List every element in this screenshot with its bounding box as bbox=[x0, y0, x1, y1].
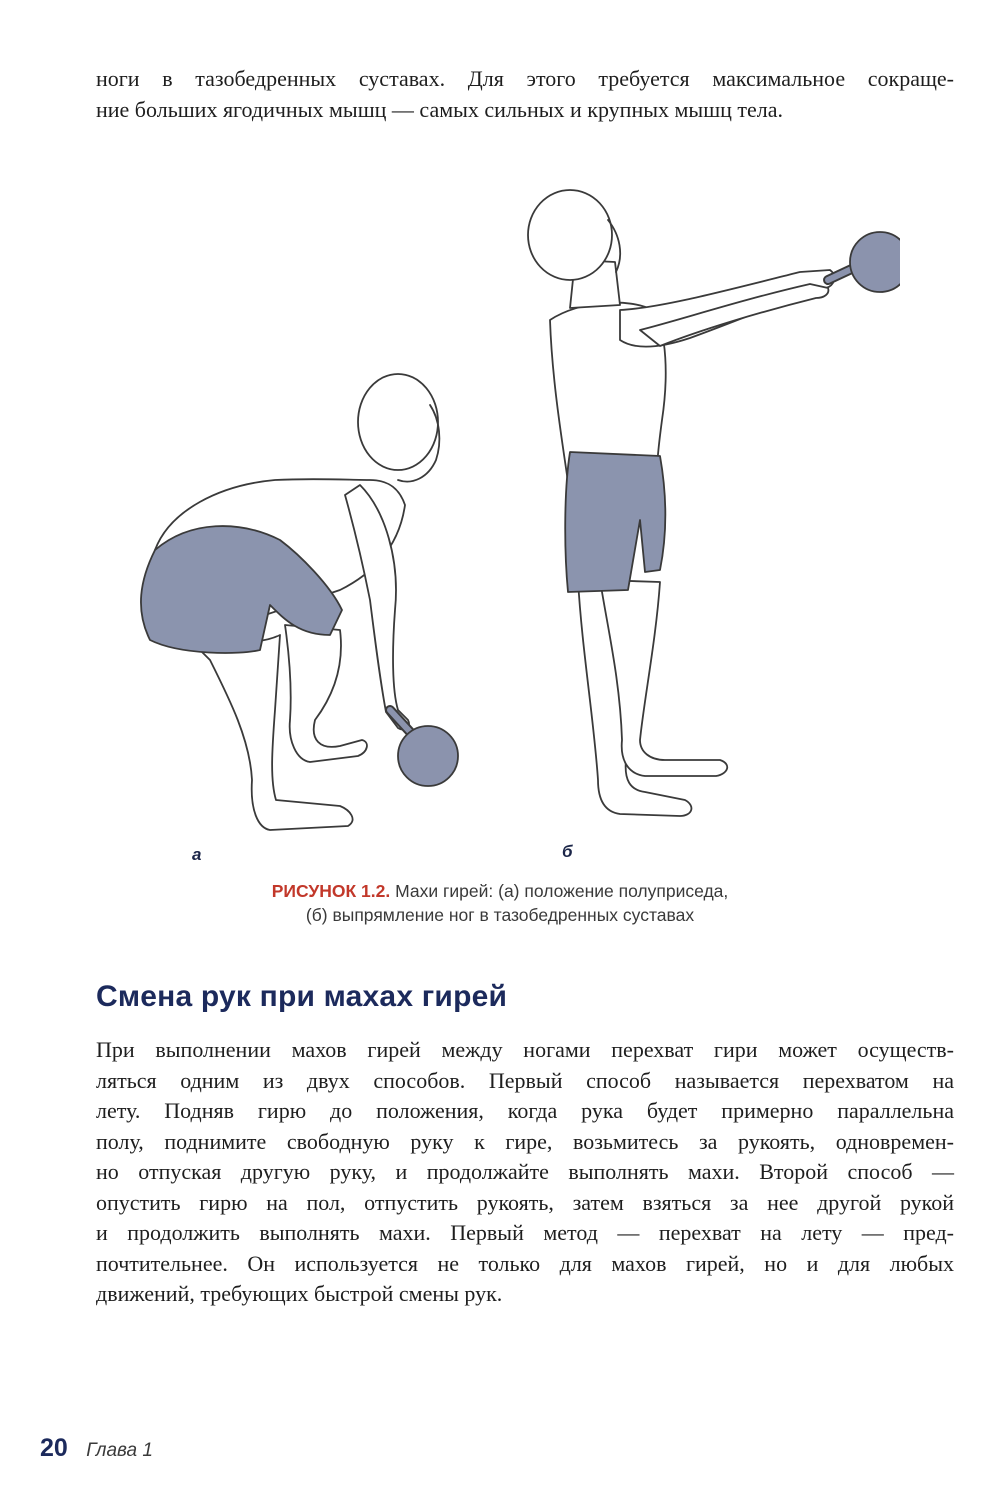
section-paragraph bbox=[96, 1035, 954, 1310]
text-line: полу, поднимите свободную руку к гире, возьмитесь за рукоять, одновремен- bbox=[96, 1128, 954, 1154]
page-number: 20 bbox=[40, 1434, 68, 1462]
intro-paragraph bbox=[96, 64, 954, 125]
figure-b-standing-pose bbox=[528, 190, 900, 816]
text-line: опустить гирю на пол, отпустить рукоять, затем взяться за нее другой рукой bbox=[96, 1189, 954, 1215]
text-line: движений, требующих быстрой смены рук. bbox=[96, 1281, 503, 1306]
chapter-label: Глава 1 bbox=[86, 1440, 153, 1461]
figure-b-shorts bbox=[565, 452, 665, 592]
text-line: лету. Подняв гирю до положения, когда рука будет примерно параллельна bbox=[96, 1098, 954, 1123]
text-line: но отпуская другую руку, и продолжайте выполнять махи. Второй способ — bbox=[96, 1159, 954, 1184]
figure-a-kettlebell bbox=[398, 726, 458, 786]
text-line: ляться одним из двух способов. Первый способ называется перехватом на bbox=[96, 1067, 954, 1093]
figure-a-front-leg bbox=[285, 625, 367, 762]
caption-line-1: Махи гирей: (а) положение полуприседа, bbox=[390, 881, 729, 901]
figure-label-a: а bbox=[192, 845, 202, 864]
figure-a-head bbox=[358, 374, 438, 470]
figure-b-kettlebell bbox=[850, 232, 900, 292]
text-line: почтительнее. Он используется не только для махов гирей, но и для любых bbox=[96, 1250, 954, 1276]
page-footer bbox=[40, 1434, 153, 1463]
text-line: ние больших ягодичных мышц — самых сильных и крупных мышц тела. bbox=[96, 96, 784, 122]
kettlebell-swing-illustration bbox=[100, 180, 900, 870]
figure-caption bbox=[100, 879, 900, 927]
text-line: ноги в тазобедренных суставах. Для этого требуется максимальное сокраще- bbox=[96, 66, 954, 91]
figure-a-squat-pose bbox=[141, 374, 458, 830]
caption-label: РИСУНОК 1.2. bbox=[271, 881, 391, 901]
section-heading: Смена рук при махах гирей bbox=[96, 980, 508, 1013]
text-line: и продолжить выполнять махи. Первый метод — перехват на лету — пред- bbox=[96, 1220, 954, 1245]
text-line: При выполнении махов гирей между ногами перехват гири может осуществ- bbox=[96, 1037, 954, 1062]
caption-line-2: (б) выпрямление ног в тазобедренных суставах bbox=[305, 905, 695, 925]
figure-b-head bbox=[528, 190, 612, 280]
figure-label-b: б bbox=[562, 842, 573, 861]
